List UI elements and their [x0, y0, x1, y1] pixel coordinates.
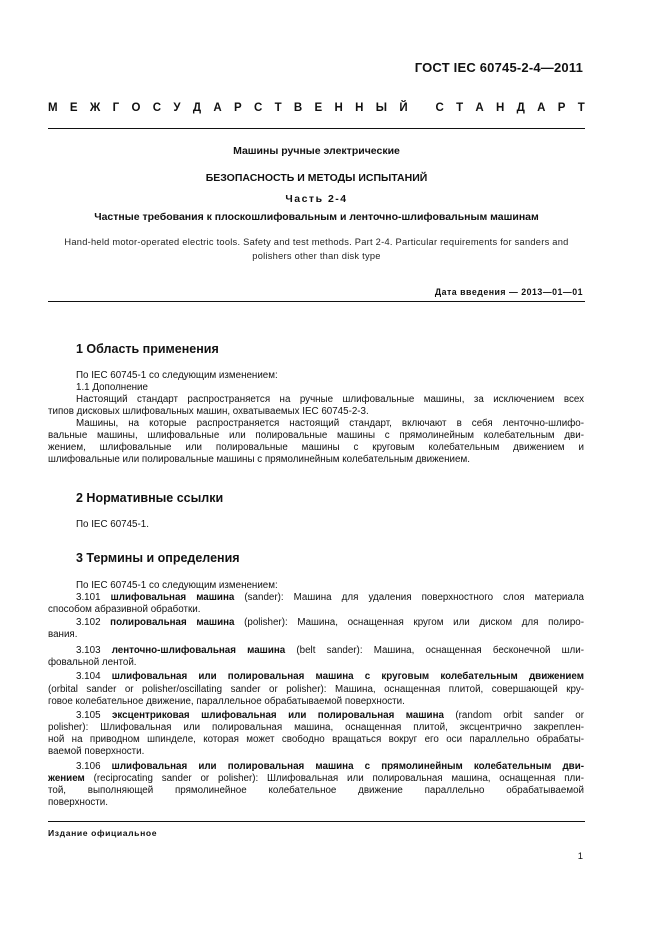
- term-3104-cont-2: говое колебательное движение, параллельное обрабатываемой поверхности.: [48, 696, 405, 707]
- s1-line-6: вальные машины, шлифовальные или полировальные машины с прямолинейным колебательным дви-: [48, 430, 584, 441]
- title-line-2: БЕЗОПАСНОСТЬ И МЕТОДЫ ИСПЫТАНИЙ: [205, 172, 428, 184]
- header-rule: [48, 128, 585, 129]
- interstate-standard-banner: [48, 102, 585, 114]
- footer-rule: [48, 821, 585, 822]
- term-3105-cont-1: polisher): Шлифовальная или полировальная машина, оснащенная плитой, эксцентрично закреплен-: [48, 722, 584, 733]
- title-line-1: Машины ручные электрические: [233, 145, 400, 157]
- english-title-line-2: polishers other than disk type: [252, 250, 381, 261]
- banner-letter: Н: [355, 102, 364, 114]
- s1-line-2: 1.1 Дополнение: [76, 382, 148, 393]
- banner-letter: А: [537, 102, 546, 114]
- term-3104-name: шлифовальная или полировальная машина с круговым колебательным движением: [111, 671, 584, 682]
- banner-letter: Г: [112, 102, 120, 114]
- banner-letter: Е: [314, 102, 323, 114]
- standard-code: ГОСТ IEC 60745-2-4—2011: [414, 60, 583, 75]
- term-3106-cont-3: поверхности.: [48, 797, 108, 808]
- official-edition: Издание официальное: [48, 828, 158, 838]
- banner-letter: Д: [516, 102, 525, 114]
- banner-letter: Ж: [89, 102, 101, 114]
- s3-intro: По IEC 60745-1 со следующим изменением:: [76, 580, 278, 591]
- term-3103-name: ленточно-шлифовальная машина: [111, 645, 286, 656]
- term-3101-cont: способом абразивной обработки.: [48, 604, 201, 615]
- english-title: [48, 236, 585, 263]
- s1-line-4: типов дисковых шлифовальных машин, охватываемых IEC 60745-2-3.: [48, 406, 369, 417]
- banner-letter: Т: [456, 102, 464, 114]
- term-3105: 3.105 эксцентриковая шлифовальная или полировальная машина (random orbit sander or: [76, 710, 584, 721]
- s1-line-3: Настоящий стандарт распространяется на ручные шлифовальные машины, за исключением всех: [76, 394, 584, 405]
- banner-letter: Н: [334, 102, 343, 114]
- section-3-heading: 3 Термины и определения: [76, 551, 240, 565]
- term-3105-cont-3: ваемой поверхности.: [48, 746, 145, 757]
- title-part: Часть 2-4: [285, 193, 348, 205]
- banner-letter: Д: [192, 102, 202, 114]
- banner-letter: Н: [496, 102, 505, 114]
- page-number: 1: [577, 851, 583, 862]
- banner-letter: Е: [69, 102, 78, 114]
- banner-letter: Т: [274, 102, 282, 114]
- term-3102-cont: вания.: [48, 629, 78, 640]
- term-3101: 3.101 шлифовальная машина (sander): Машина для удаления поверхностного слоя материала: [76, 592, 584, 603]
- english-title-line-1: Hand-held motor-operated electric tools. Safety and test methods. Part 2-4. Particular requirements for sanders and: [64, 237, 569, 247]
- banner-letter: В: [293, 102, 303, 114]
- term-3106-name: шлифовальная или полировальная машина с прямолинейным колебательным дви-: [111, 761, 584, 772]
- banner-letter: У: [173, 102, 181, 114]
- term-3104-cont-1: (orbital sander or polisher/oscillating sander or polisher): Машина, оснащенная плитой, совершающей кру-: [48, 684, 584, 695]
- title-line-4: Частные требования к плоскошлифовальным и ленточно-шлифовальным машинам: [94, 211, 539, 223]
- s1-line-7: жением, шлифовальные или полировальные машины с круговым колебательным движением и: [48, 442, 584, 453]
- term-3103: 3.103 ленточно-шлифовальная машина (belt sander): Машина, оснащенная бесконечной шли-: [76, 645, 584, 656]
- banner-letter: Р: [233, 102, 242, 114]
- section-1-heading: 1 Область применения: [76, 342, 219, 356]
- banner-letter: М: [48, 102, 58, 114]
- s1-line-5: Машины, на которые распространяется настоящий стандарт, включают в себя ленточно-шлифо-: [76, 418, 584, 429]
- banner-letter: Р: [557, 102, 566, 114]
- banner-letter: С: [152, 102, 162, 114]
- term-3106-cont-2: той, выполняющей прямолинейное колебательное движение параллельно обрабатываемой: [48, 785, 584, 796]
- banner-letter: А: [213, 102, 222, 114]
- banner-letter: Т: [577, 102, 585, 114]
- introduction-date: Дата введения — 2013—01—01: [434, 287, 583, 297]
- banner-letter: [420, 102, 423, 114]
- banner-letter: Ы: [375, 102, 388, 114]
- term-3105-name: эксцентриковая шлифовальная или полировальная машина: [112, 710, 444, 721]
- term-3102: 3.102 полировальная машина (polisher): Машина, оснащенная кругом или диском для полиро-: [76, 617, 584, 628]
- term-3104: 3.104 шлифовальная или полировальная машина с круговым колебательным движением: [76, 671, 584, 682]
- s1-line-8: шлифовальные или полировальные машины с прямолинейным колебательным движением.: [48, 454, 470, 465]
- section-2-heading: 2 Нормативные ссылки: [76, 491, 224, 505]
- term-3102-name: полировальная машина: [110, 617, 235, 628]
- banner-letter: С: [253, 102, 263, 114]
- banner-letter: О: [131, 102, 141, 114]
- term-3106: 3.106 шлифовальная или полировальная машина с прямолинейным колебательным дви-: [76, 761, 584, 772]
- banner-letter: Й: [399, 102, 408, 114]
- term-3105-cont-2: ной на приводном шпинделе, которая может свободно вращаться вокруг его оси параллельно обрабаты-: [48, 734, 584, 745]
- s2-text: По IEC 60745-1.: [76, 519, 149, 530]
- term-3103-cont: фовальной лентой.: [48, 657, 137, 668]
- banner-letter: А: [475, 102, 484, 114]
- s1-line-1: По IEC 60745-1 со следующим изменением:: [76, 370, 278, 381]
- term-3106-cont-1: жением (reciprocating sander or polisher): Шлифовальная или полировальная машина, оснащенная пли-: [48, 773, 584, 784]
- banner-letter: С: [435, 102, 444, 114]
- term-3101-name: шлифовальная машина: [110, 592, 235, 603]
- date-rule: [48, 301, 585, 302]
